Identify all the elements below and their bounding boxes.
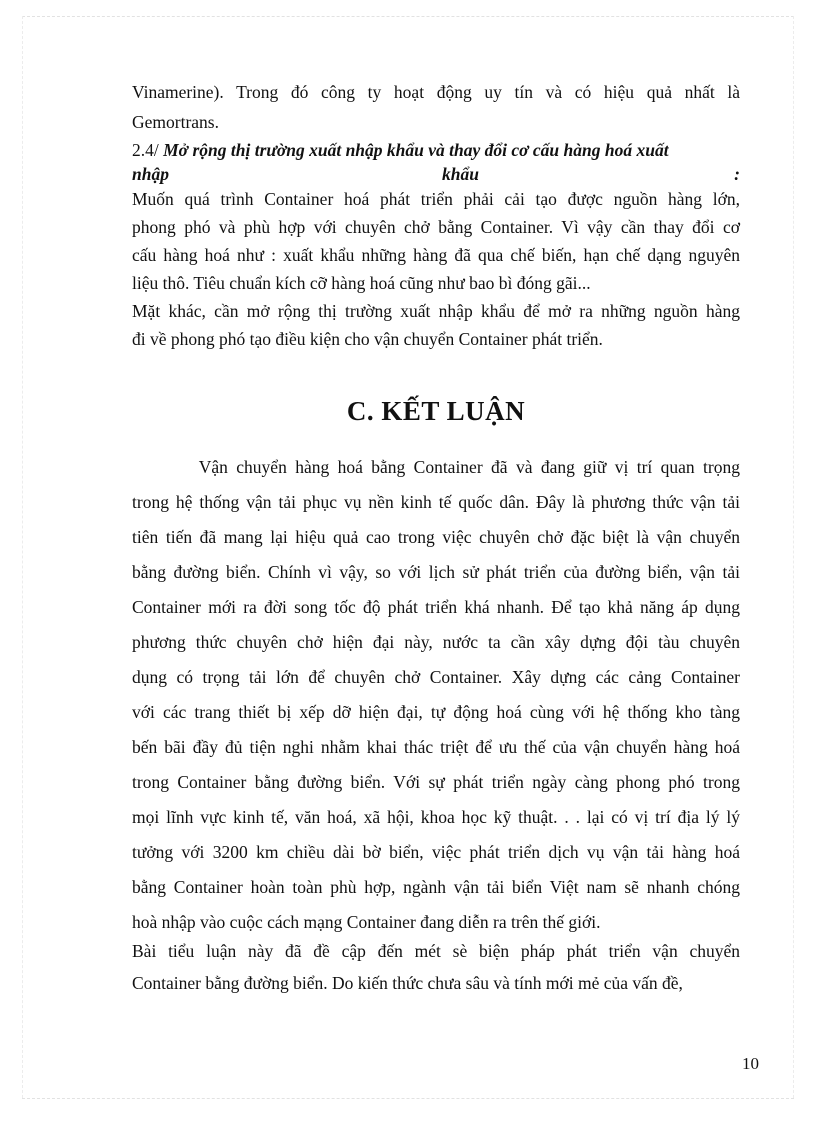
subsection-title-word: nhập [132, 164, 169, 184]
subsection-title-colon: : [734, 164, 740, 184]
subsection-number: 2.4/ [132, 140, 159, 160]
page-border-left [22, 16, 23, 1098]
conclusion-line: phương thức chuyên chở hiện đại này, nước ta cần xây dựng đội tàu chuyên [132, 632, 740, 652]
conclusion-line: trong Container bằng đường biển. Với sự phát triển ngày càng phong phó trong [132, 772, 740, 792]
conclusion-line: Container mới ra đời song tốc độ phát triển khá nhanh. Để tạo khả năng áp dụng [132, 597, 740, 617]
paragraph-line: Mặt khác, cần mở rộng thị trường xuất nhập khẩu để mở ra những nguồn hàng [132, 301, 740, 321]
conclusion-line: bằng Container hoàn toàn phù hợp, ngành vận tải biển Việt nam sẽ nhanh chóng [132, 877, 740, 897]
subsection-heading [132, 140, 740, 161]
intro-line: Gemortrans. [132, 112, 219, 132]
section-title: C. KẾT LUẬN [346, 396, 526, 426]
page-border-top [22, 16, 794, 17]
paragraph-line: liệu thô. Tiêu chuẩn kích cỡ hàng hoá cũng như bao bì đóng gãi... [132, 273, 591, 293]
subsection-title-word: khẩu [442, 164, 479, 184]
conclusion-line: tiên tiến đã mang lại hiệu quả cao trong việc chuyên chở đặc biệt là vận chuyển [132, 527, 740, 547]
conclusion-line: bến bãi đầy đủ tiện nghi nhằm khai thác triệt để ưu thế của vận chuyển hàng hoá [132, 737, 740, 757]
conclusion-line: dụng có trọng tải lớn để chuyên chở Container. Xây dựng các cảng Container [132, 667, 740, 687]
paragraph-line: đi về phong phó tạo điều kiện cho vận chuyển Container phát triển. [132, 329, 603, 349]
conclusion-line: bằng đường biển. Chính vì vậy, so với lịch sử phát triển của đường biển, vận tải [132, 562, 740, 582]
conclusion-line: với các trang thiết bị xếp dỡ hiện đại, tự động hoá cùng với hệ thống kho tàng [132, 702, 740, 722]
page-number: 10 [742, 1054, 759, 1073]
conclusion-line: Vận chuyển hàng hoá bằng Container đã và đang giữ vị trí quan trọng [132, 457, 740, 477]
paragraph-line: Muốn quá trình Container hoá phát triển phải cải tạo được nguồn hàng lớn, [132, 189, 740, 209]
conclusion-line: tưởng với 3200 km chiều dài bờ biển, việc phát triển dịch vụ vận tải hàng hoá [132, 842, 740, 862]
conclusion-line: trong hệ thống vận tải phục vụ nền kinh tế quốc dân. Đây là phương thức vận tải [132, 492, 740, 512]
final-paragraph-line: Container bằng đường biển. Do kiến thức chưa sâu và tính mới mẻ của vấn đề, [132, 973, 683, 993]
conclusion-line: mọi lĩnh vực kinh tế, văn hoá, xã hội, khoa học kỹ thuật. . . lại có vị trí địa lý lý [132, 807, 740, 827]
page-border-right [793, 16, 794, 1098]
page-border-bottom [22, 1098, 794, 1099]
subsection-title-line1: Mở rộng thị trường xuất nhập khẩu và thay đổi cơ cấu hàng hoá xuất [163, 140, 669, 160]
paragraph-line: phong phó và phù hợp với chuyên chở bằng Container. Vì vậy cần thay đổi cơ [132, 217, 740, 237]
conclusion-line: hoà nhập vào cuộc cách mạng Container đang diễn ra trên thế giới. [132, 912, 601, 932]
intro-line: Vinamerine). Trong đó công ty hoạt động uy tín và có hiệu quả nhất là [132, 82, 740, 102]
final-paragraph-line: Bài tiểu luận này đã đề cập đến mét sè biện pháp phát triển vận chuyển [132, 941, 740, 961]
paragraph-line: cấu hàng hoá như : xuất khẩu những hàng đã qua chế biến, hạn chế dạng nguyên [132, 245, 740, 265]
